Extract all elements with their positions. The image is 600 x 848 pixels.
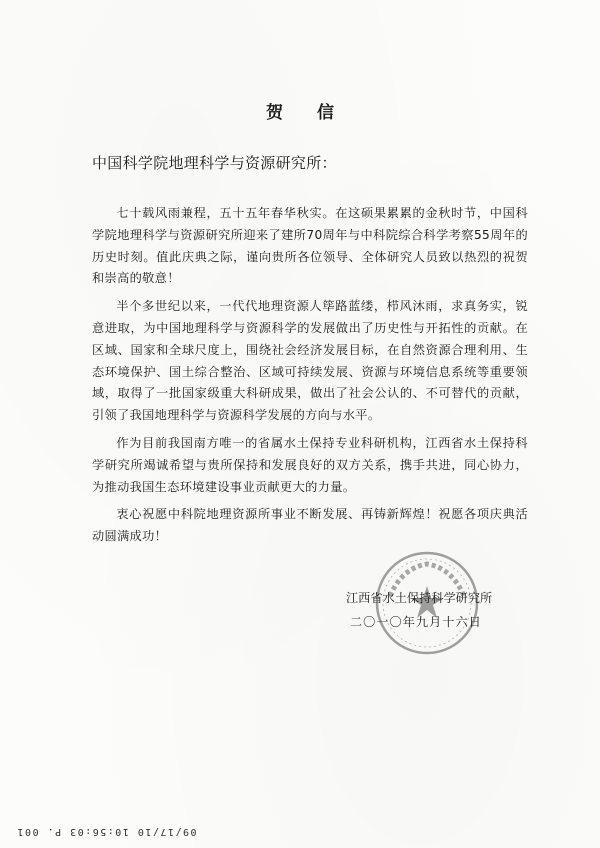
body-paragraph-4: 衷心祝愿中科院地理资源所事业不断发展、再铸新辉煌！祝愿各项庆典活动圆满成功！ <box>92 507 528 544</box>
body-paragraph-1: 七十载风雨兼程，五十五年春华秋实。在这硕果累累的金秋时节，中国科学院地理科学与资源研究所迎来了建所70周年与中科院综合科学考察55周年的历史时刻。值此庆典之际，谨向贵所各位领导、全体研究人员致以热烈的祝贺和崇高的敬意！ <box>92 206 528 286</box>
signature-organization: 江西省水土保持科学研究所 <box>346 591 493 605</box>
body-paragraph-2: 半个多世纪以来，一代代地理资源人筚路蓝缕，栉风沐雨，求真务实，锐意进取，为中国地理科学与资源科学的发展做出了历史性与开拓性的贡献。在区域、国家和全球尺度上，围绕社会经济发展目标，在自然资源合理利用、生态环境保护、国土综合整治、区域可持续发展、资源与环境信息系统等重要领域，取得了一批国家级重大科研成果，做出了社会公认的、不可替代的贡献，引领了我国地理科学与资源科学发展的方向与水平。 <box>92 299 528 423</box>
signature-block <box>346 586 492 634</box>
letter-body <box>92 203 528 554</box>
signature-date: 二〇一〇年九月十六日 <box>350 615 482 629</box>
body-paragraph-3: 作为目前我国南方唯一的省属水土保持专业科研机构，江西省水土保持科学研究所竭诚希望与贵所保持和发展良好的双方关系，携手共进，同心协力，为推动我国生态环境建设事业贡献更大的力量。 <box>92 435 528 494</box>
fax-header-line: 09/17/10 10:56:03 P. 001 <box>16 826 197 837</box>
letter-salutation: 中国科学院地理科学与资源研究所： <box>92 154 337 172</box>
letter-title: 贺 信 <box>266 103 348 123</box>
